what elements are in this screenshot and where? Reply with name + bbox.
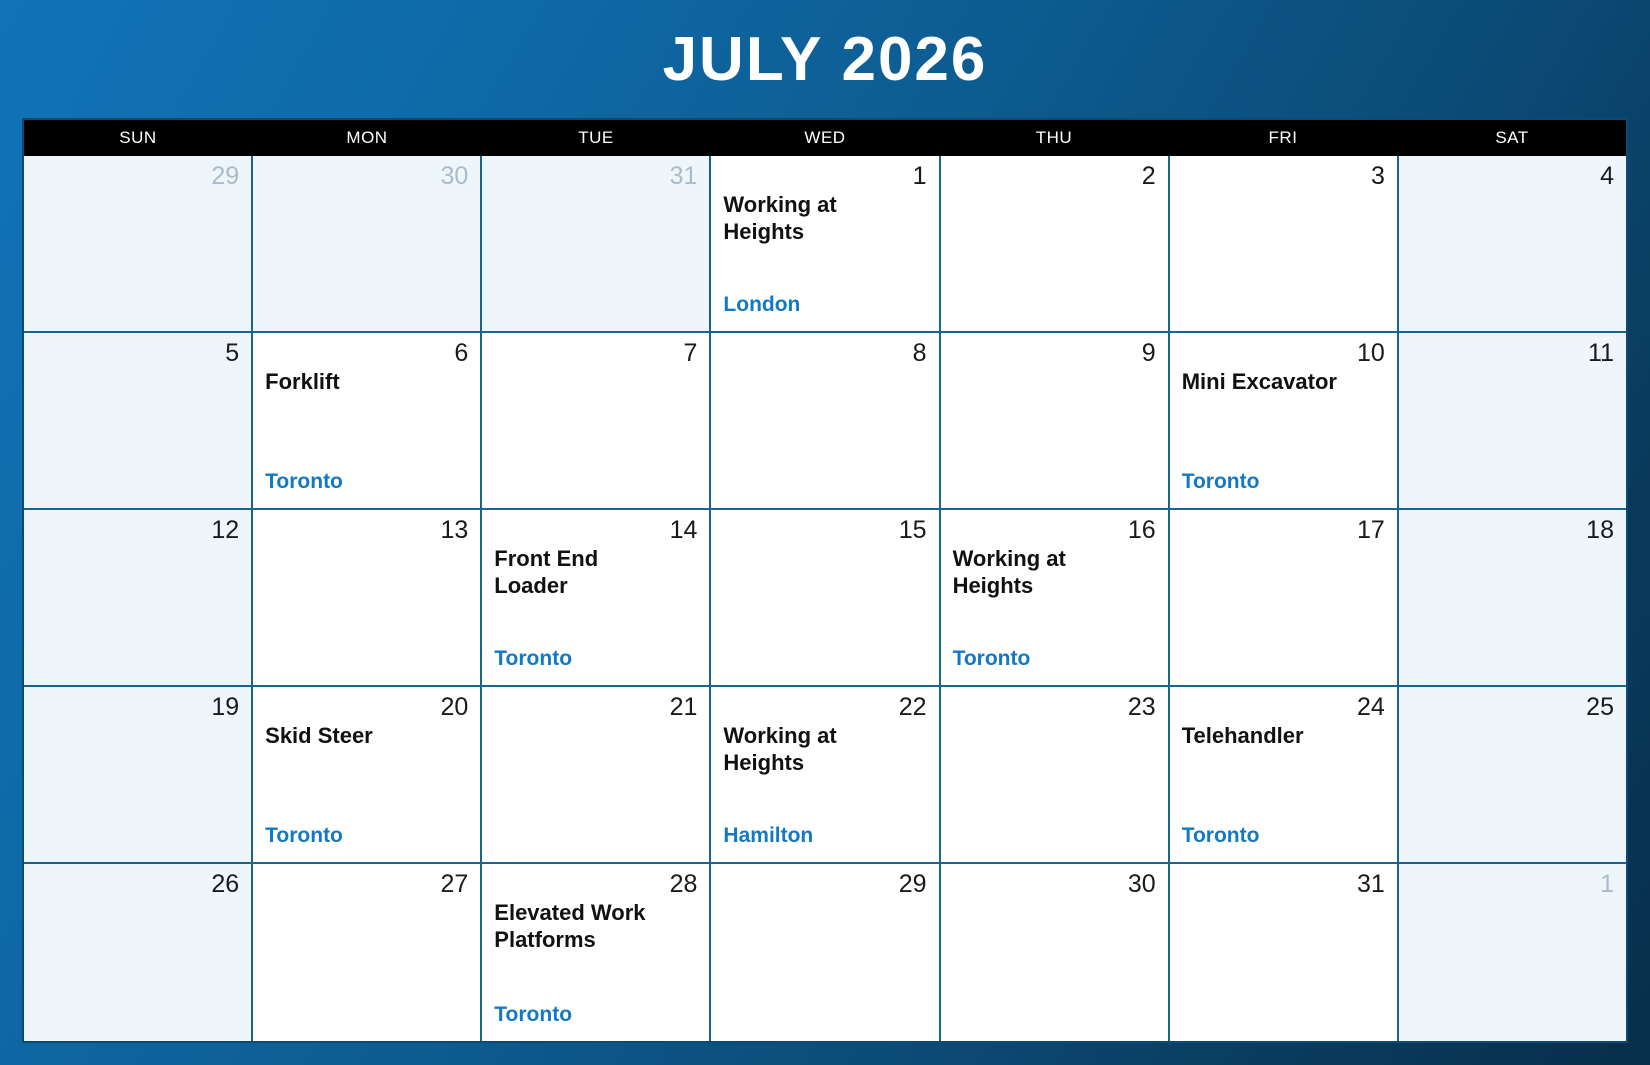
calendar-day-cell[interactable]: [253, 333, 482, 510]
weekday-label-tue: TUE: [482, 120, 711, 156]
event-title[interactable]: Forklift: [265, 369, 340, 394]
weekday-label-thu: THU: [940, 120, 1169, 156]
day-number: 8: [912, 339, 927, 367]
day-number: 5: [225, 339, 240, 367]
day-number: 11: [1588, 339, 1614, 367]
calendar-day-cell[interactable]: [24, 687, 253, 864]
day-number: 14: [669, 516, 698, 544]
calendar-title-bar: [0, 0, 1650, 118]
day-number: 16: [1127, 516, 1156, 544]
day-number: 26: [211, 870, 240, 898]
day-number: 6: [454, 339, 469, 367]
day-number: 12: [211, 516, 240, 544]
event-title[interactable]: Elevated Work Platforms: [494, 900, 646, 952]
event-location[interactable]: London: [723, 293, 801, 316]
day-number: 17: [1357, 516, 1385, 544]
event-title[interactable]: Working at Heights: [952, 546, 1066, 598]
day-number: 29: [211, 162, 240, 190]
event-title[interactable]: Mini Excavator: [1181, 369, 1337, 394]
calendar-day-cell[interactable]: [941, 333, 1170, 510]
day-number: 30: [1127, 870, 1156, 898]
calendar-day-cell[interactable]: [24, 333, 253, 510]
day-number: 29: [898, 870, 927, 898]
day-number: 1: [1600, 870, 1614, 898]
calendar-day-cell[interactable]: [482, 510, 711, 687]
calendar-day-cell[interactable]: [1170, 156, 1399, 333]
event-title[interactable]: Skid Steer: [265, 723, 373, 748]
calendar-day-cell[interactable]: [711, 333, 940, 510]
calendar-day-cell[interactable]: [1170, 510, 1399, 687]
calendar-day-cell[interactable]: [941, 864, 1170, 1041]
day-number: 2: [1141, 162, 1156, 190]
calendar-day-cell[interactable]: [1399, 864, 1626, 1041]
calendar-day-cell[interactable]: [253, 864, 482, 1041]
event-title[interactable]: Working at Heights: [723, 192, 837, 244]
calendar-day-cell[interactable]: [24, 156, 253, 333]
event-location[interactable]: Hamilton: [723, 824, 814, 847]
calendar-day-cell[interactable]: [253, 510, 482, 687]
calendar-week-row: [24, 687, 1626, 864]
day-number: 31: [669, 162, 698, 190]
calendar-day-cell[interactable]: [482, 687, 711, 864]
day-number: 30: [440, 162, 469, 190]
weekday-header-row: [24, 120, 1626, 156]
day-number: 25: [1586, 693, 1614, 721]
calendar-day-cell[interactable]: [711, 156, 940, 333]
day-number: 15: [898, 516, 927, 544]
day-number: 31: [1357, 870, 1385, 898]
calendar-day-cell[interactable]: [1170, 333, 1399, 510]
calendar-day-cell[interactable]: [941, 510, 1170, 687]
calendar-day-cell[interactable]: [1170, 687, 1399, 864]
calendar-day-cell[interactable]: [1399, 333, 1626, 510]
day-number: 24: [1357, 693, 1385, 721]
event-location[interactable]: Toronto: [1181, 470, 1260, 493]
calendar-day-cell[interactable]: [253, 156, 482, 333]
day-number: 23: [1127, 693, 1156, 721]
day-number: 28: [669, 870, 698, 898]
calendar-week-row: [24, 510, 1626, 687]
calendar-grid: [22, 118, 1628, 1043]
event-location[interactable]: Toronto: [265, 470, 343, 493]
calendar-week-row: [24, 156, 1626, 333]
day-number: 21: [669, 693, 698, 721]
day-number: 27: [440, 870, 469, 898]
event-location[interactable]: Toronto: [265, 824, 343, 847]
event-location[interactable]: Toronto: [952, 647, 1031, 670]
calendar-day-cell[interactable]: [24, 864, 253, 1041]
day-number: 9: [1141, 339, 1156, 367]
calendar-day-cell[interactable]: [711, 687, 940, 864]
day-number: 1: [912, 162, 927, 190]
day-number: 7: [683, 339, 698, 367]
calendar-day-cell[interactable]: [711, 864, 940, 1041]
calendar-day-cell[interactable]: [941, 156, 1170, 333]
weekday-label-sat: SAT: [1495, 128, 1529, 147]
calendar-day-cell[interactable]: [1399, 156, 1626, 333]
event-location[interactable]: Toronto: [494, 647, 573, 670]
calendar-week-row: [24, 864, 1626, 1041]
calendar-day-cell[interactable]: [711, 510, 940, 687]
calendar-day-cell[interactable]: [24, 510, 253, 687]
event-location[interactable]: Toronto: [494, 1003, 573, 1026]
calendar-day-cell[interactable]: [1399, 510, 1626, 687]
weekday-label-sun: SUN: [24, 120, 253, 156]
page-title: JULY 2026: [662, 24, 988, 94]
calendar-day-cell[interactable]: [1399, 687, 1626, 864]
calendar-week-row: [24, 333, 1626, 510]
calendar-day-cell[interactable]: [482, 333, 711, 510]
calendar-day-cell[interactable]: [482, 156, 711, 333]
weekday-label-wed: WED: [711, 120, 940, 156]
day-number: 19: [211, 693, 240, 721]
day-number: 22: [898, 693, 927, 721]
day-number: 13: [440, 516, 469, 544]
calendar-day-cell[interactable]: [1170, 864, 1399, 1041]
event-title[interactable]: Telehandler: [1181, 723, 1304, 748]
day-number: 10: [1357, 339, 1385, 367]
weekday-label-fri: FRI: [1169, 120, 1398, 156]
event-location[interactable]: Toronto: [1181, 824, 1260, 847]
weekday-label-mon: MON: [253, 120, 482, 156]
calendar-day-cell[interactable]: [941, 687, 1170, 864]
day-number: 18: [1586, 516, 1614, 544]
event-title[interactable]: Working at Heights: [723, 723, 837, 775]
day-number: 4: [1600, 162, 1614, 190]
day-number: 3: [1370, 162, 1385, 190]
calendar-day-cell[interactable]: [253, 687, 482, 864]
calendar-day-cell[interactable]: [482, 864, 711, 1041]
calendar-weeks: [24, 156, 1626, 1041]
day-number: 20: [440, 693, 469, 721]
event-title[interactable]: Front End Loader: [494, 546, 599, 598]
